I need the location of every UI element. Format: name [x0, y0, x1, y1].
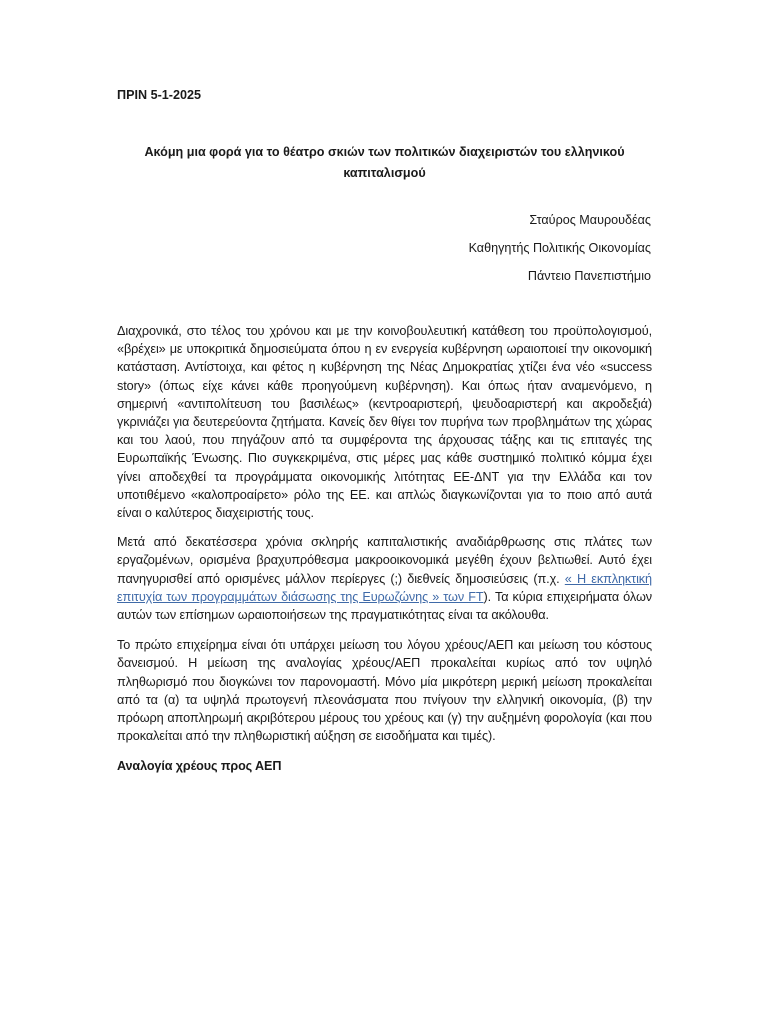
- paragraph-1: Διαχρονικά, στο τέλος του χρόνου και με την κοινοβουλευτική κατάθεση του προϋπολογισμού, «βρέχει» με υποκριτικά δημοσιεύματα όπου η εν ενεργεία κυβέρνηση ωραιοποιεί την οικονομική κατάσταση. Αντίστοιχα, και φέτος η κυβέρνηση της Νέας Δημοκρατίας χτίζει ένα νέο «success story» (όπως είχε κάνει κάθε προηγούμενη κυβέρνηση). Και όπως ήταν αναμενόμενο, η σημερινή «αντιπολίτευση του βασιλέως» (κεντροαριστερή, ψευδοαριστερή και ακροδεξιά) γκρινιάζει για δευτερεύοντα ζητήματα. Κανείς δεν θίγει τον πυρήνα των προβλημάτων της χώρας και του λαού, που πηγάζουν από τα συμφέροντα της άρχουσας τάξης και τις επιταγές της Ευρωπαϊκής Ένωσης. Πιο συγκεκριμένα, στις μέρες μας κάθε συστημικό πολιτικό κόμμα έχει γίνει αποδεχθεί τα προγράμματα οικονομικής λιτότητας ΕΕ-ΔΝΤ για την Ελλάδα και τον υποτιθέμενο «καλοπροαίρετο» ρόλο της ΕΕ. και απλώς διαγκωνίζονται για το ποιο από αυτά είναι ο καλύτερος διαχειριστής τους.: [117, 324, 652, 521]
- document-date: ΠΡΙΝ 5-1-2025: [117, 88, 201, 102]
- section-subheading: Αναλογία χρέους προς ΑΕΠ: [117, 759, 282, 774]
- author-role: Καθηγητής Πολιτικής Οικονομίας: [468, 241, 651, 255]
- author-affiliation: Πάντειο Πανεπιστήμιο: [527, 269, 651, 283]
- paragraph-2-text-after: ). Τα κύρια επιχειρήματα όλων αυτών των επίσημων ωραιοποιήσεων της πραγματικότητας είναι τα ακόλουθα.: [117, 589, 652, 623]
- paragraph-3: Το πρώτο επιχείρημα είναι ότι υπάρχει μείωση του λόγου χρέους/ΑΕΠ και μείωση του κόστους δανεισμού. Η μείωση της αναλογίας χρέους/ΑΕΠ προκαλείται κυρίως από τον υψηλό πληθωρισμό που διογκώνει τον παρονομαστή. Μόνο μία μικρότερη μερική μείωση προκαλείται από τα (α) τα υψηλά πρωτογενή πλεονάσματα που πνίγουν την ελληνική οικονομία, (β) την πρόωρη αποπληρωμή ακριβότερου μέρους του χρέους και (γ) την αυξημένη φορολογία (και που προκαλείται από την πληθωριστική αύξηση σε εισοδήματα και τιμές).: [117, 638, 652, 744]
- ft-article-link[interactable]: « Η εκπληκτική επιτυχία των προγραμμάτων διάσωσης της Ευρωζώνης » των FT: [117, 571, 652, 604]
- paragraph-2: [117, 533, 652, 624]
- author-name: Σταύρος Μαυρουδέας: [529, 213, 651, 227]
- article-body: [117, 322, 652, 776]
- paragraph-2-text-before: Μετά από δεκατέσσερα χρόνια σκληρής καπιταλιστικής αναδιάρθρωσης στις πλάτες των εργαζομένων, ορισμένα βραχυπρόθεσμα μακροοικονομικά μεγέθη έχουν βελτιωθεί. Αυτό έχει πανηγυρισθεί από ορισμένες μάλλον περίεργες (;) διεθνείς δημοσιεύσεις (π.χ.: [117, 535, 652, 586]
- document-title: Ακόμη μια φορά για το θέατρο σκιών των πολιτικών διαχειριστών του ελληνικού καπιταλισμού: [144, 145, 625, 180]
